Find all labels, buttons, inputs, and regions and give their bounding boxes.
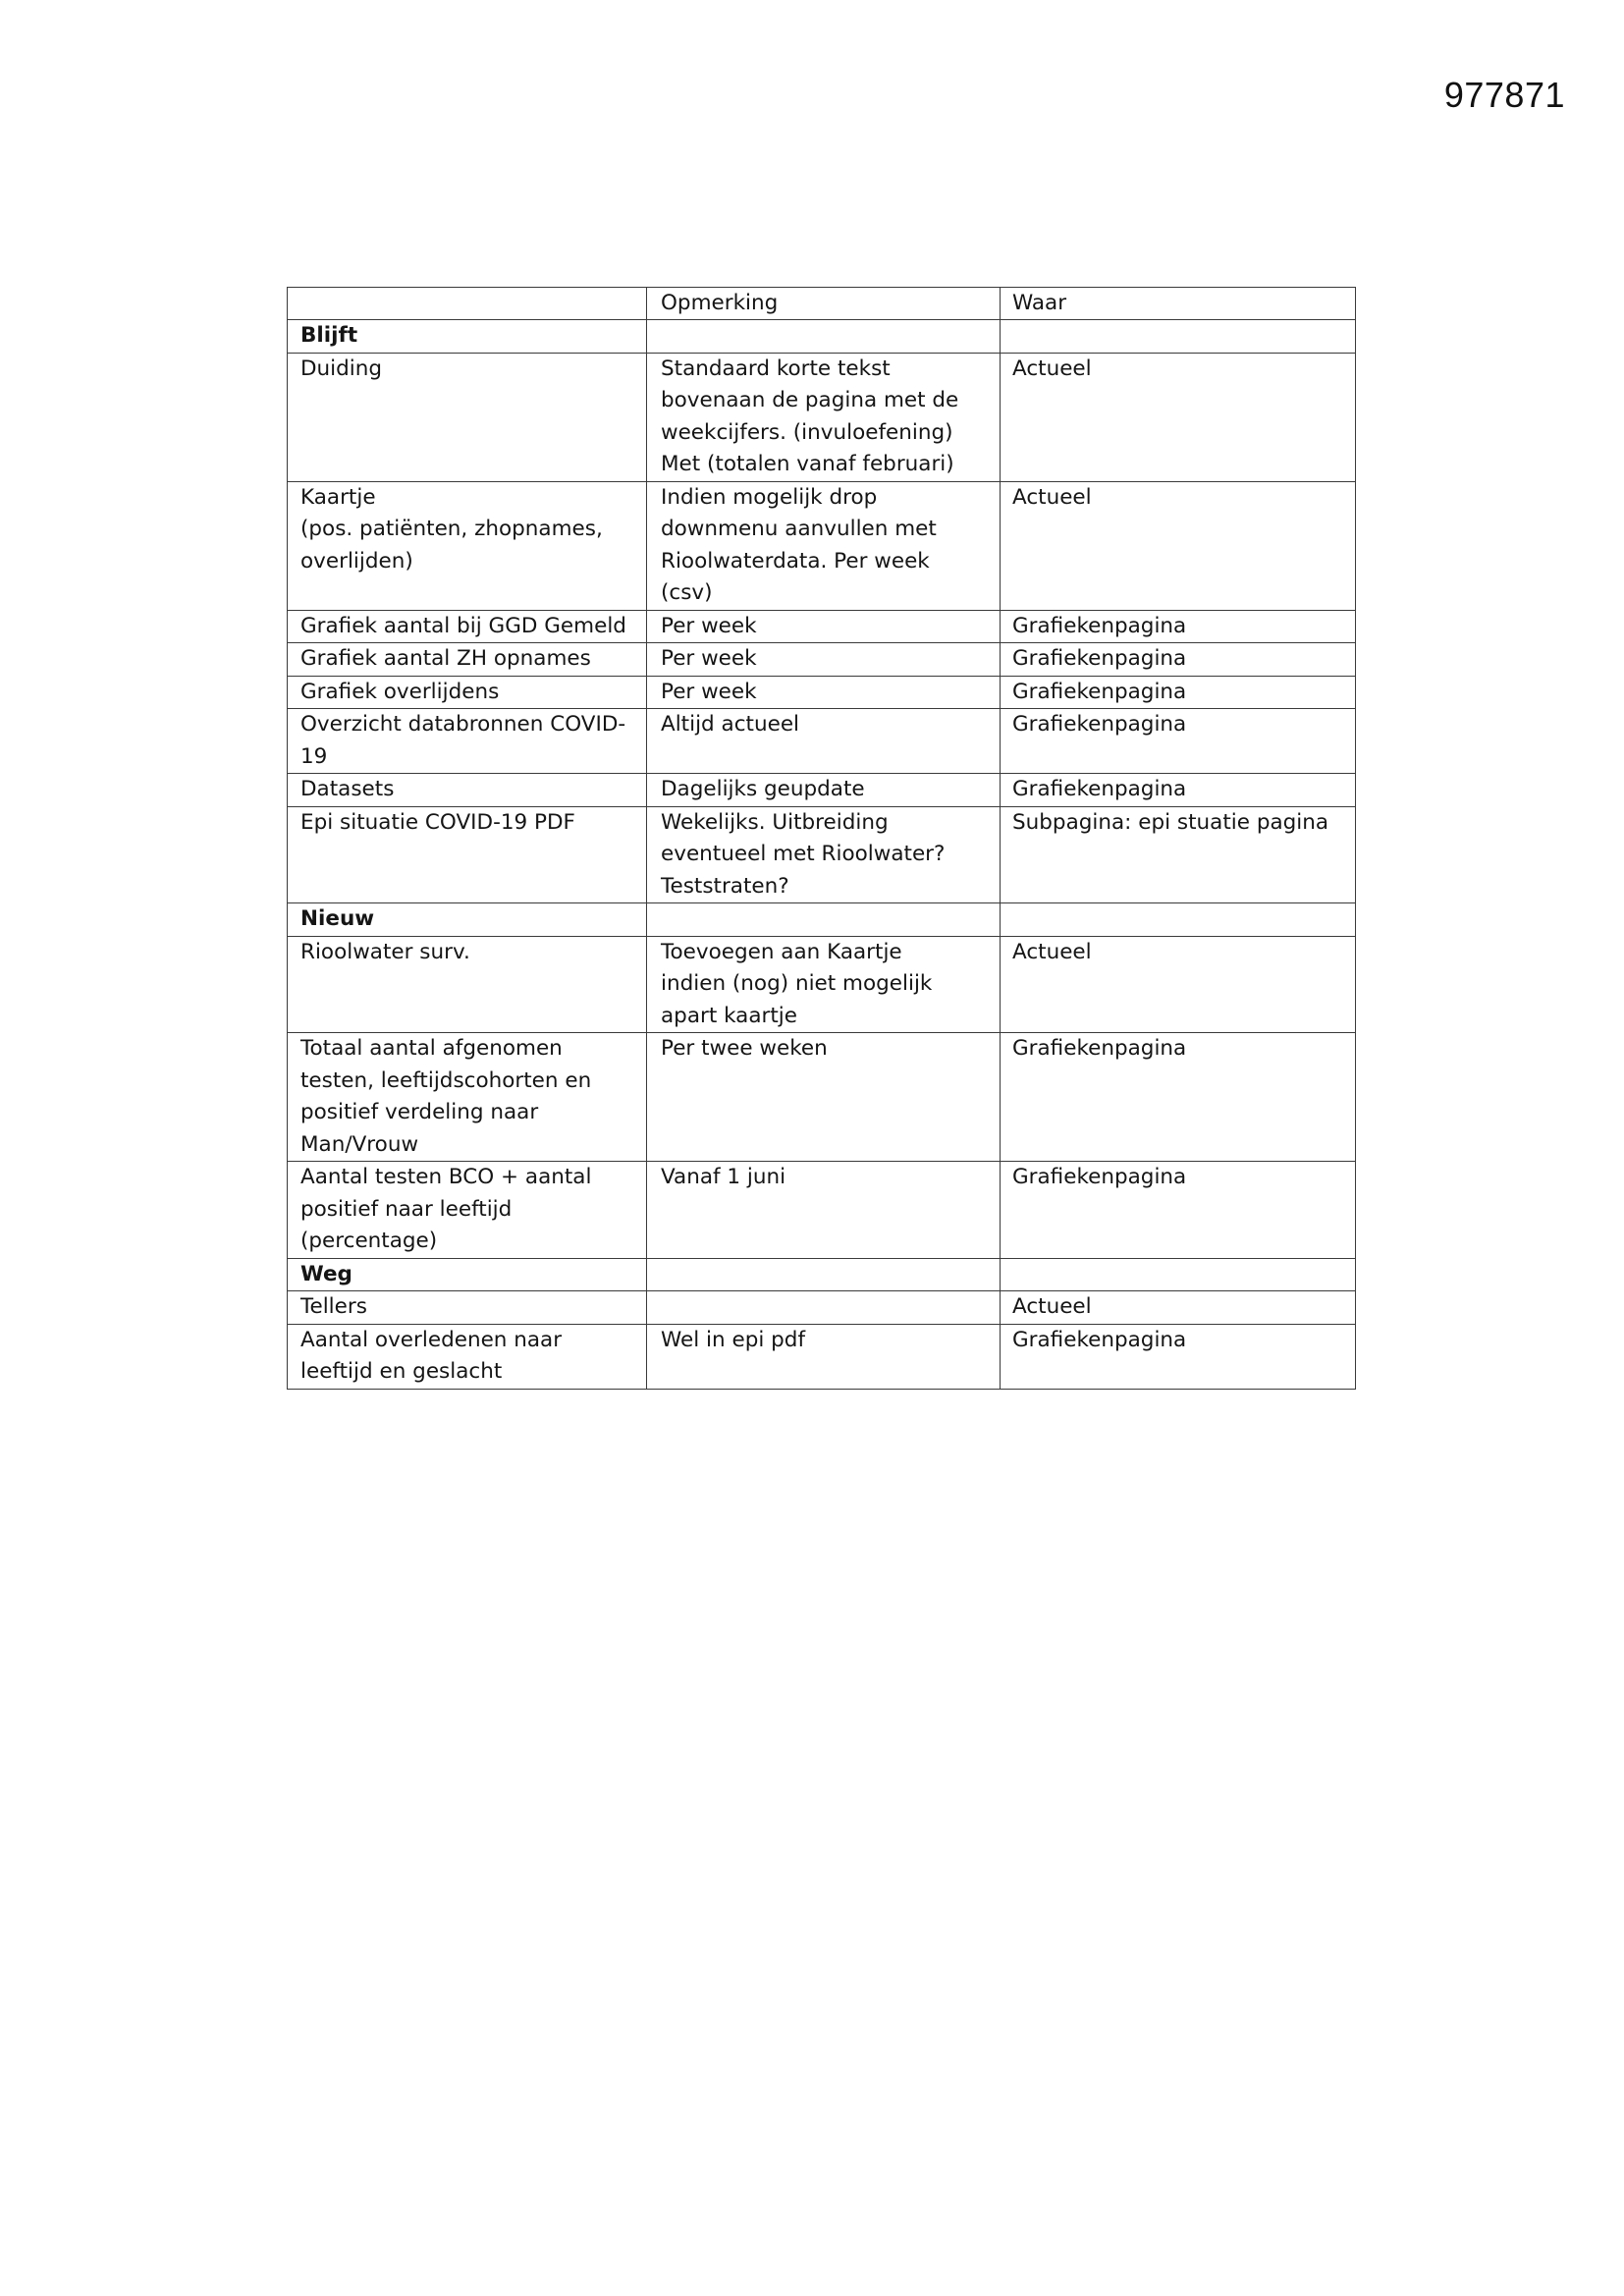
table-row (288, 709, 1356, 774)
item-cell: Rioolwater surv. (288, 936, 647, 1033)
waar-cell (1001, 903, 1356, 937)
opmerking-cell: Indien mogelijk drop downmenu aanvullen met Rioolwaterdata. Per week (csv) (647, 481, 1001, 610)
header-cell-item (288, 288, 647, 320)
item-cell: Totaal aantal afgenomen testen, leeftijdscohorten en positief verdeling naar Man/Vrouw (288, 1033, 647, 1162)
item-cell: Aantal overledenen naar leeftijd en geslacht (288, 1324, 647, 1389)
opmerking-cell: Per week (647, 676, 1001, 709)
waar-cell: Grafiekenpagina (1001, 709, 1356, 774)
opmerking-cell (647, 1258, 1001, 1291)
item-cell: Duiding (288, 353, 647, 481)
opmerking-cell: Dagelijks geupdate (647, 774, 1001, 807)
waar-cell: Subpagina: epi stuatie pagina (1001, 806, 1356, 903)
overview-table-container (287, 287, 1355, 1390)
item-cell: Grafiek aantal ZH opnames (288, 643, 647, 677)
item-cell: Kaartje (pos. patiënten, zhopnames, overlijden) (288, 481, 647, 610)
opmerking-cell (647, 903, 1001, 937)
item-cell: Datasets (288, 774, 647, 807)
section-label: Weg (288, 1258, 647, 1291)
table-row (288, 936, 1356, 1033)
section-row (288, 903, 1356, 937)
item-cell: Grafiek aantal bij GGD Gemeld (288, 610, 647, 643)
table-header-row (288, 288, 1356, 320)
table-row (288, 1162, 1356, 1259)
opmerking-cell: Wel in epi pdf (647, 1324, 1001, 1389)
item-cell: Epi situatie COVID-19 PDF (288, 806, 647, 903)
waar-cell: Actueel (1001, 1291, 1356, 1325)
opmerking-cell (647, 320, 1001, 354)
opmerking-cell: Toevoegen aan Kaartje indien (nog) niet mogelijk apart kaartje (647, 936, 1001, 1033)
table-row (288, 676, 1356, 709)
document-number: 977871 (1443, 75, 1565, 115)
waar-cell: Actueel (1001, 353, 1356, 481)
item-cell: Overzicht databronnen COVID- 19 (288, 709, 647, 774)
item-cell: Grafiek overlijdens (288, 676, 647, 709)
waar-cell: Actueel (1001, 936, 1356, 1033)
header-cell-opmerking: Opmerking (647, 288, 1001, 320)
waar-cell: Grafiekenpagina (1001, 676, 1356, 709)
table-row (288, 643, 1356, 677)
opmerking-cell (647, 1291, 1001, 1325)
opmerking-cell: Wekelijks. Uitbreiding eventueel met Rioolwater? Teststraten? (647, 806, 1001, 903)
opmerking-cell: Altijd actueel (647, 709, 1001, 774)
table-row (288, 806, 1356, 903)
table-row (288, 1033, 1356, 1162)
waar-cell: Grafiekenpagina (1001, 1033, 1356, 1162)
opmerking-cell: Vanaf 1 juni (647, 1162, 1001, 1259)
table-row (288, 774, 1356, 807)
overview-table (287, 287, 1356, 1390)
waar-cell: Grafiekenpagina (1001, 1162, 1356, 1259)
waar-cell (1001, 320, 1356, 354)
table-row (288, 353, 1356, 481)
table-body (288, 288, 1356, 1390)
table-row (288, 1291, 1356, 1325)
table-row (288, 481, 1356, 610)
section-label: Nieuw (288, 903, 647, 937)
waar-cell: Grafiekenpagina (1001, 1324, 1356, 1389)
table-row (288, 610, 1356, 643)
waar-cell: Grafiekenpagina (1001, 643, 1356, 677)
item-cell: Tellers (288, 1291, 647, 1325)
opmerking-cell: Per twee weken (647, 1033, 1001, 1162)
section-row (288, 320, 1356, 354)
section-label: Blijft (288, 320, 647, 354)
section-row (288, 1258, 1356, 1291)
opmerking-cell: Standaard korte tekst bovenaan de pagina met de weekcijfers. (invuloefening) Met (totalen vanaf februari) (647, 353, 1001, 481)
item-cell: Aantal testen BCO + aantal positief naar leeftijd (percentage) (288, 1162, 647, 1259)
opmerking-cell: Per week (647, 610, 1001, 643)
waar-cell: Actueel (1001, 481, 1356, 610)
table-row (288, 1324, 1356, 1389)
header-cell-waar: Waar (1001, 288, 1356, 320)
waar-cell: Grafiekenpagina (1001, 774, 1356, 807)
waar-cell (1001, 1258, 1356, 1291)
opmerking-cell: Per week (647, 643, 1001, 677)
waar-cell: Grafiekenpagina (1001, 610, 1356, 643)
